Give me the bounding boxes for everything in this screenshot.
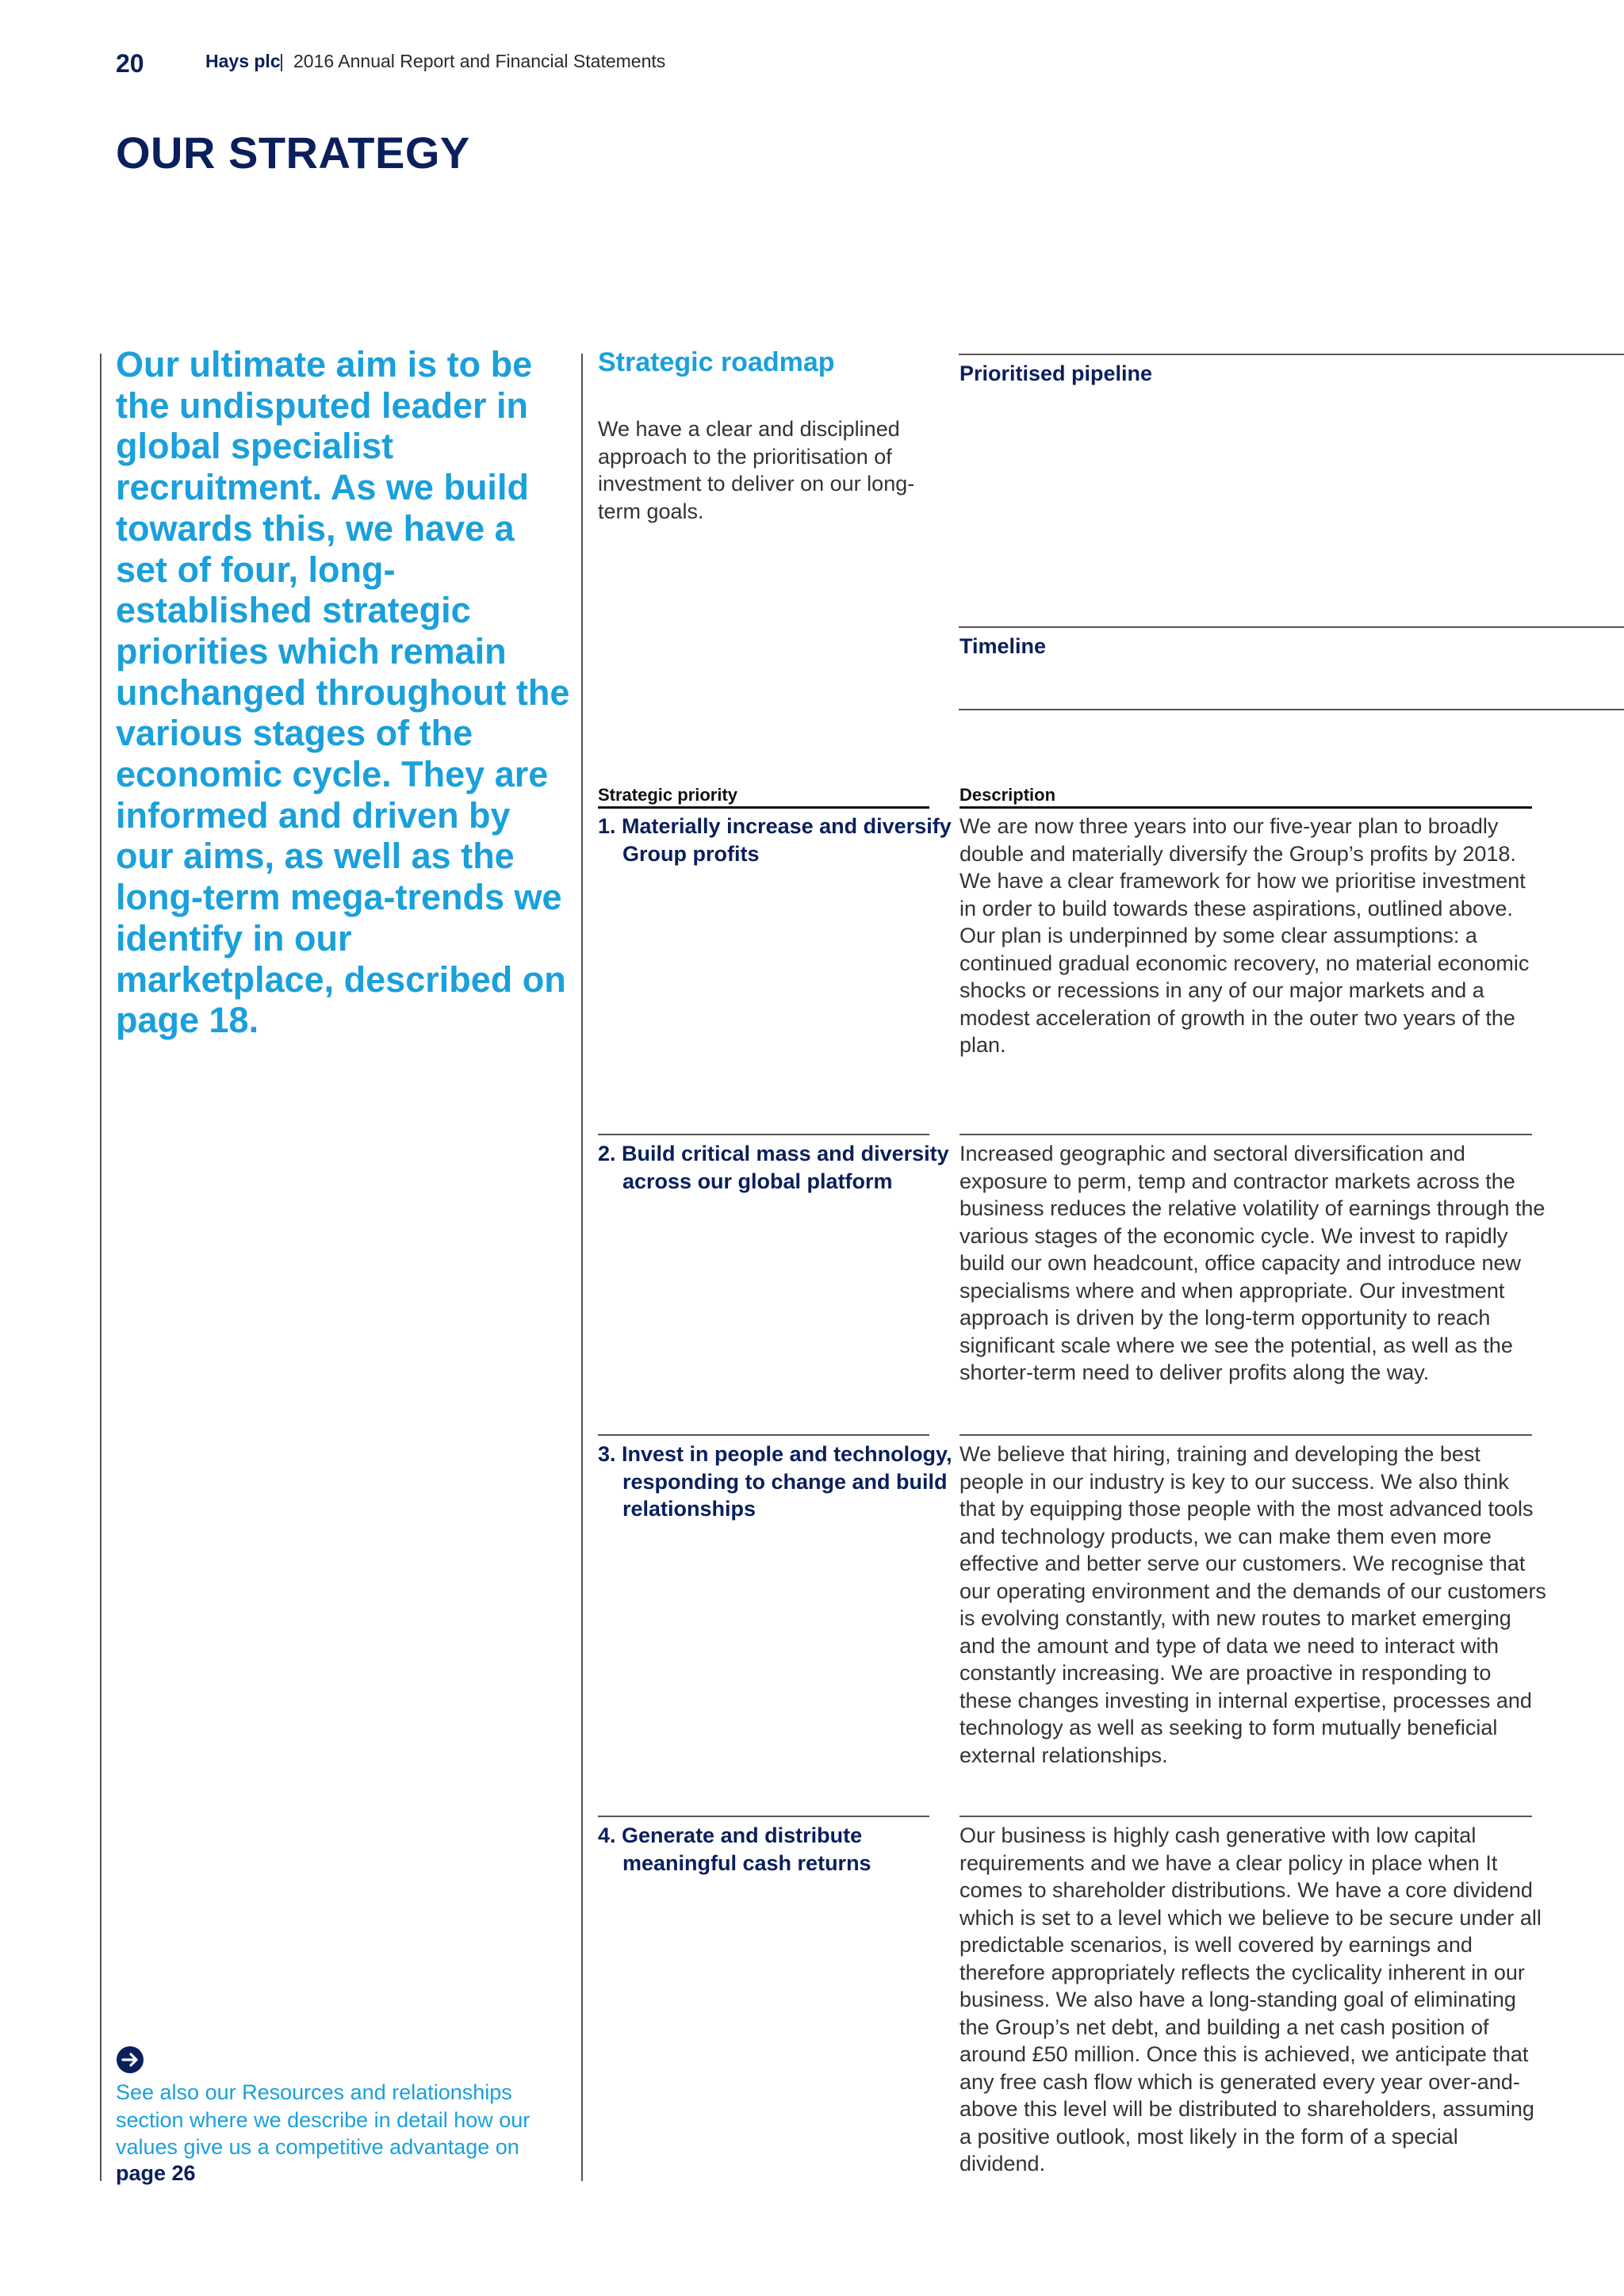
timeline-rule: [959, 626, 1624, 628]
intro-statement: Our ultimate aim is to be the undisputed leader in global specialist recruitment. As we build towards this, we have a set of four, long-established strategic priorities which remain unchanged throughout the various stages of the economic cycle. They are informed and driven by our aims, as well as the long-term mega-trends we identify in our marketplace, described on page 18.: [116, 344, 570, 1041]
priority-4: 4. Generate and distribute meaningful cash returns: [598, 1823, 871, 1875]
header-report-title: 2016 Annual Report and Financial Statements: [293, 51, 666, 71]
pipeline-label: Prioritised pipeline: [959, 362, 1153, 385]
description-2: Increased geographic and sectoral diversification and exposure to perm, temp and contractor markets across the business reduces the relative volatility of earnings through the various stages of the economic cycle. We invest to rapidly build our own headcount, office capacity and introduce new specialisms where and when appropriate. Our investment approach is driven by the long-term opportunity to reach significant scale where we see the potential, as well as the shorter-term need to deliver profits along the way.: [959, 1142, 1545, 1384]
pipeline-rule: [959, 354, 1624, 355]
row-rule: [959, 1816, 1532, 1817]
column-header-rule: [598, 806, 929, 809]
priority-3: 3. Invest in people and technology, responding to change and build relationships: [598, 1442, 952, 1521]
see-also-text: See also our Resources and relationships section where we describe in detail how our values give us a competitive advantage on: [116, 2080, 530, 2159]
description-3: We believe that hiring, training and developing the best people in our industry is key to our success. We also think that by equipping those people with the most advanced tools and technology products, we can make them even more effective and better serve our customers. We recognise that our operating environment and the demands of our customers is evolving constantly, with new routes to market emerging and the amount and type of data we need to interact with constantly increasing. We are proactive in responding to these changes investing in internal expertise, processes and technology as well as seeking to form mutually beneficial external relationships.: [959, 1442, 1546, 1767]
row-rule: [598, 1434, 929, 1436]
priority-2: 2. Build critical mass and diversity across our global platform: [598, 1142, 949, 1193]
description-4: Our business is highly cash generative with low capital requirements and we have a clear policy in place when It comes to shareholder distributions. We have a core dividend which is set to a level which we believe to be secure under all predictable scenarios, is well covered by earnings and therefore appropriately reflects the cyclicality inherent in our business. We also have a long-standing goal of eliminating the Group’s net debt, and building a net cash position of around £50 million. Once this is achieved, we anticipate that any free cash flow which is generated every year over-and-above this level will be distributed to shareholders, assuming a positive outlook, most likely in the form of a special dividend.: [959, 1823, 1542, 2175]
timeline-bottom-rule: [959, 709, 1624, 710]
column-header-description: Description: [959, 785, 1056, 805]
row-rule: [959, 1434, 1532, 1436]
row-rule: [598, 1134, 929, 1135]
roadmap-text: We have a clear and disciplined approach to the prioritisation of investment to deliver on our long-term goals.: [598, 417, 915, 523]
timeline-label: Timeline: [959, 634, 1047, 658]
header-company: Hays plc: [205, 51, 281, 71]
roadmap-heading: Strategic roadmap: [598, 347, 835, 377]
arrow-right-circle-icon[interactable]: [116, 2045, 144, 2074]
row-rule: [959, 1134, 1532, 1135]
column-header-priority: Strategic priority: [598, 785, 738, 805]
left-column-rule: [100, 354, 102, 2181]
column-header-rule: [959, 806, 1532, 809]
header-separator: |: [279, 51, 284, 71]
priority-1: 1. Materially increase and diversify Group profits: [598, 814, 952, 866]
page-number: 20: [116, 49, 144, 78]
page-title: OUR STRATEGY: [116, 128, 470, 178]
row-rule: [598, 1816, 929, 1817]
description-1: We are now three years into our five-year plan to broadly double and materially diversify the Group’s profits by 2018. We have a clear framework for how we prioritise investment in order to build towards these aspirations, outlined above. Our plan is underpinned by some clear assumptions: a continued gradual economic recovery, no material economic shocks or recessions in any of our major markets and a modest acceleration of growth in the outer two years of the plan.: [959, 814, 1530, 1057]
see-also-page-link[interactable]: page 26: [116, 2161, 196, 2185]
middle-column-rule: [581, 354, 583, 2181]
